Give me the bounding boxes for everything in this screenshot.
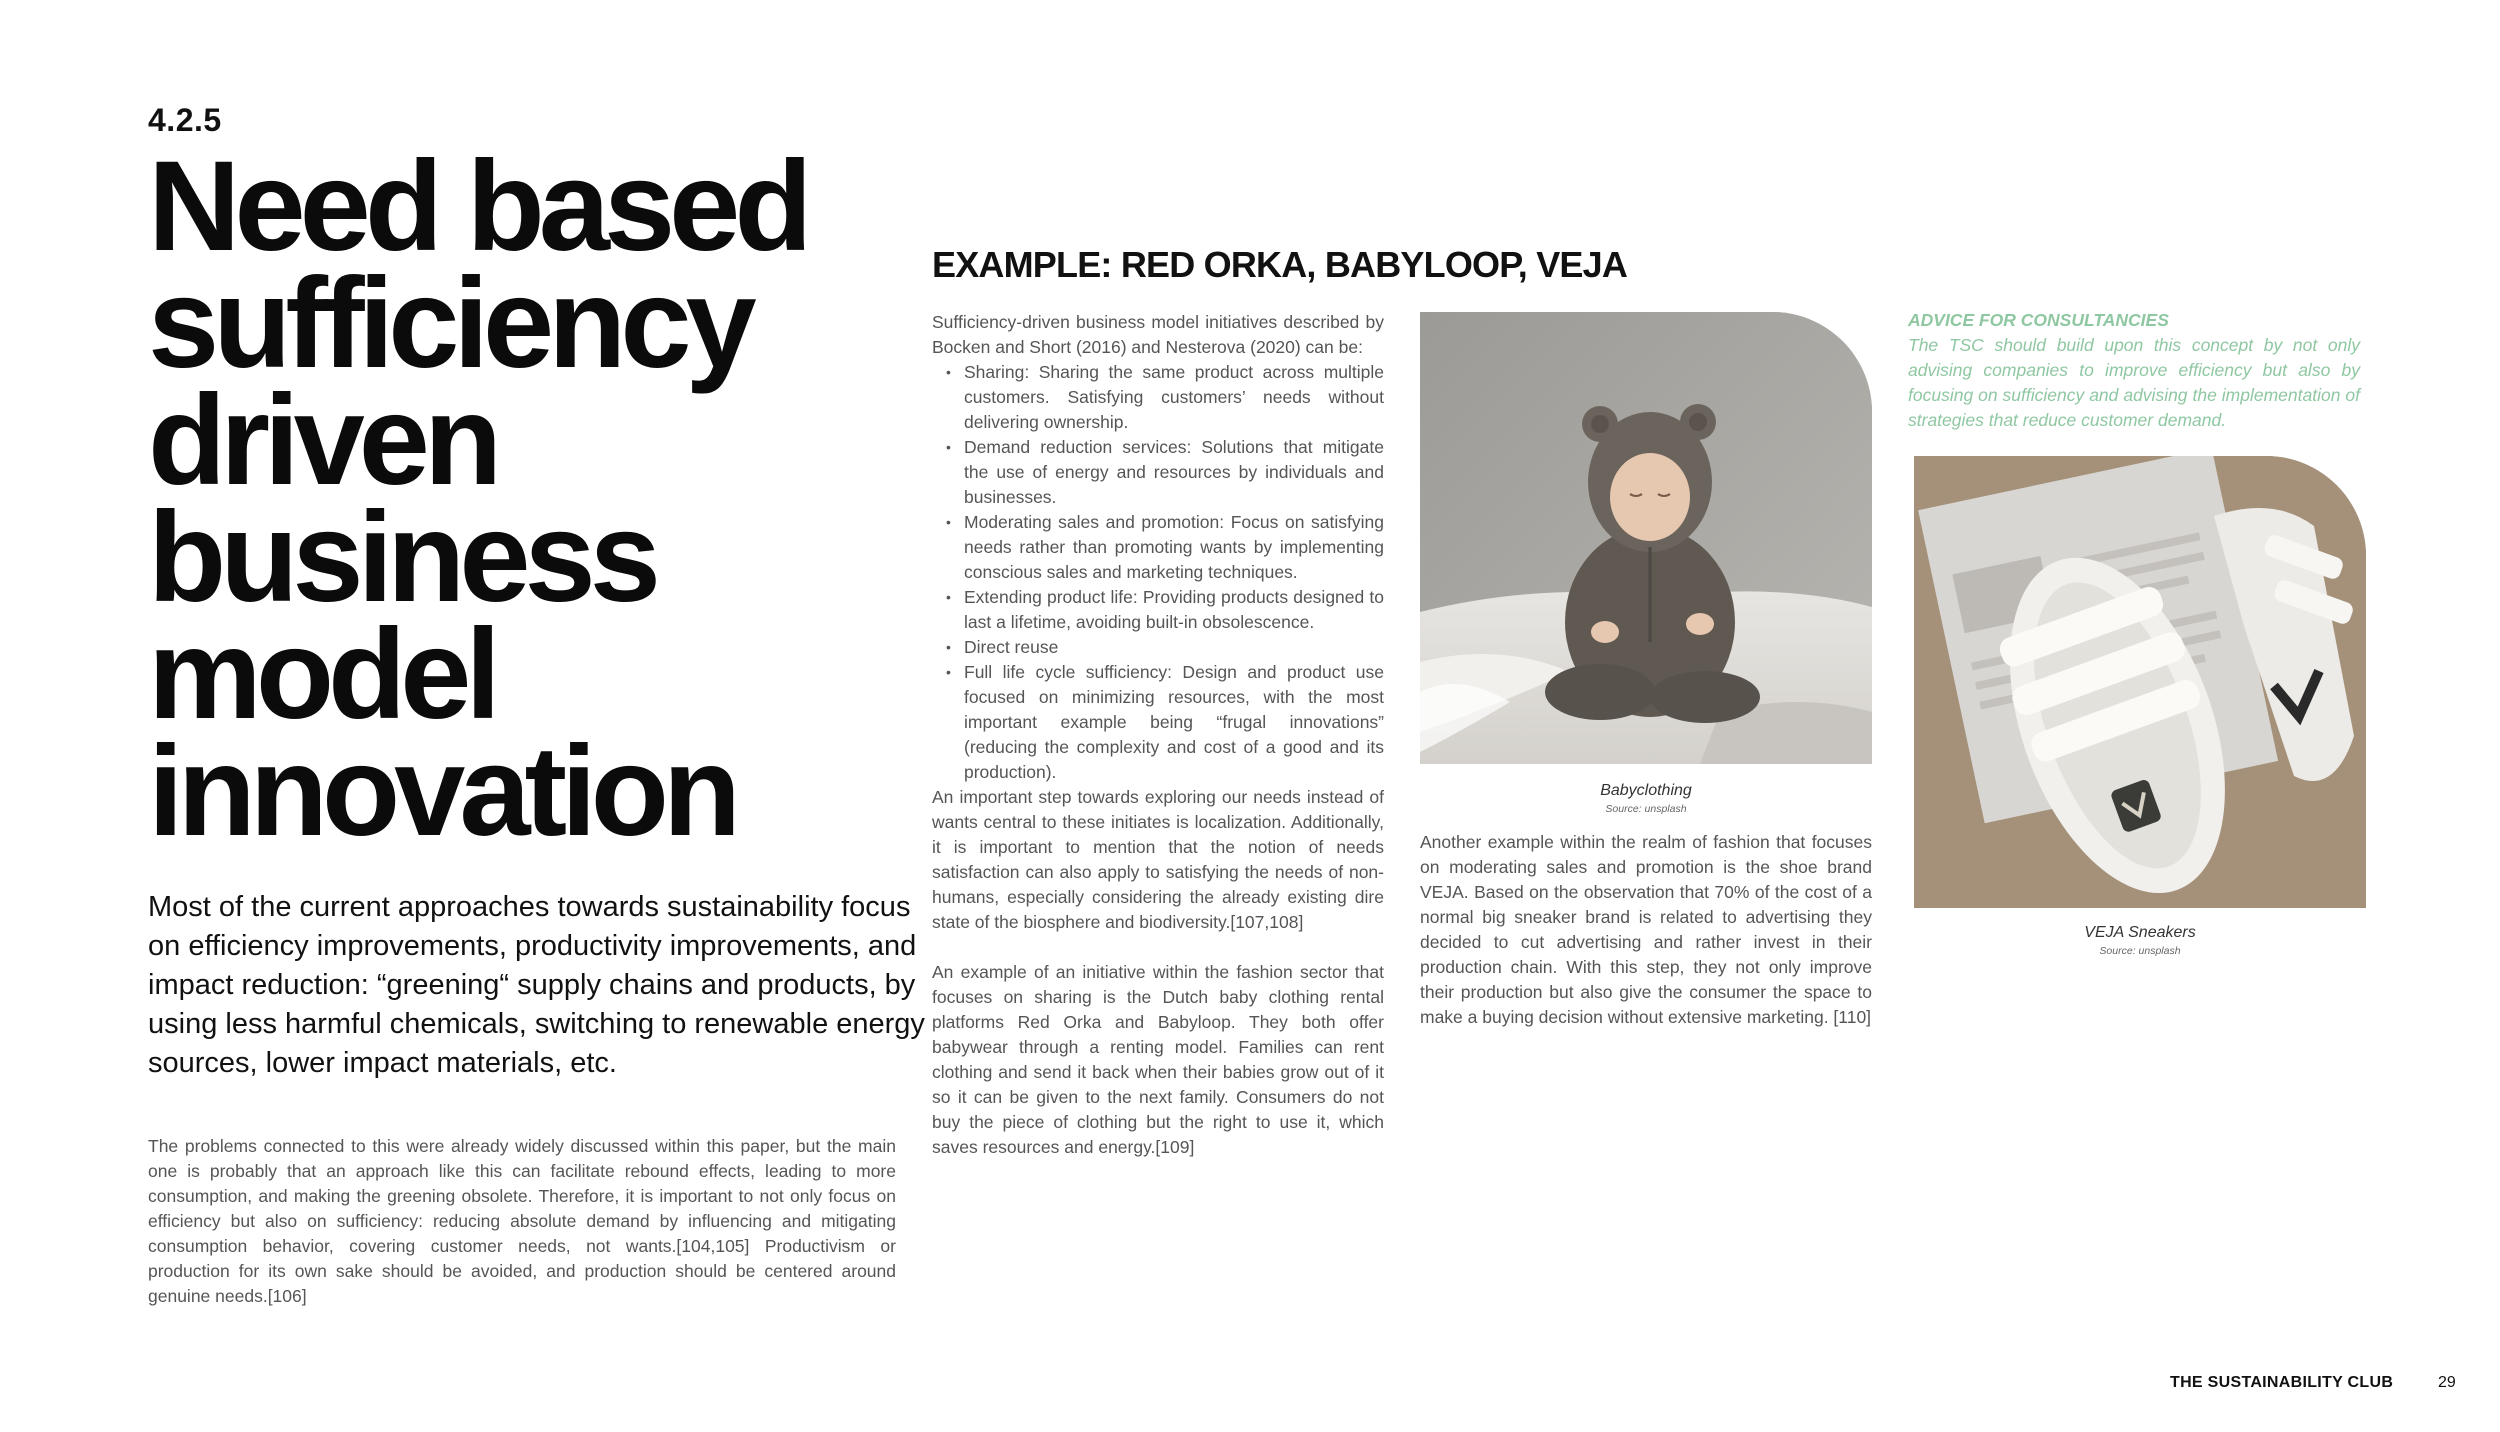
page-title bbox=[148, 135, 928, 863]
caption-title: VEJA Sneakers bbox=[2084, 924, 2196, 941]
list-item: • Direct reuse bbox=[964, 635, 1384, 660]
advice-box bbox=[1908, 308, 2360, 433]
baby-caption bbox=[1420, 782, 1872, 815]
caption-source: Source: unsplash bbox=[2099, 945, 2181, 957]
sneakers-illustration bbox=[1914, 456, 2366, 908]
caption-source: Source: unsplash bbox=[1605, 803, 1687, 815]
example-heading: EXAMPLE: RED ORKA, BABYLOOP, VEJA bbox=[932, 244, 1628, 285]
page-title-line: business bbox=[148, 486, 655, 629]
caption-title: Babyclothing bbox=[1600, 782, 1692, 799]
example-column bbox=[932, 310, 1384, 1160]
page-title-line: innovation bbox=[148, 720, 736, 863]
baby-photo bbox=[1420, 312, 1872, 764]
footer-brand: THE SUSTAINABILITY CLUB bbox=[2170, 1374, 2394, 1391]
veja-caption bbox=[1914, 924, 2366, 957]
section-number: 4.2.5 bbox=[148, 102, 222, 138]
page-title-line: driven bbox=[148, 369, 497, 512]
list-item: • Sharing: Sharing the same product across multiple customers. Satisfying customers’ needs without delivering ownership. bbox=[964, 360, 1384, 435]
body-paragraph: The problems connected to this were already widely discussed within this paper, but the main one is probably that an approach like this can facilitate rebound effects, leading to more consumption, and making the greening obsolete. Therefore, it is important to not only focus on efficiency but also on sufficiency: reducing absolute demand by influencing and mitigating consumption behavior, covering customer needs, not wants.[104,105] Productivism or production for its own sake should be avoided, and production should be centered around genuine needs.[106] bbox=[148, 1136, 896, 1306]
list-item: • Full life cycle sufficiency: Design and product use focused on minimizing resources, with the most important example being “frugal innovations” (reducing the complexity and cost of a good and its production). bbox=[964, 660, 1384, 785]
page-title-line: sufficiency bbox=[148, 252, 751, 395]
page-number: 29 bbox=[2438, 1374, 2456, 1391]
example-intro: Sufficiency-driven business model initiatives described by Bocken and Short (2016) and Nesterova (2020) can be: bbox=[932, 312, 1384, 357]
list-item: • Extending product life: Providing products designed to last a lifetime, avoiding built-in obsolescence. bbox=[964, 585, 1384, 635]
lead-paragraph: Most of the current approaches towards sustainability focus on efficiency improvements, productivity improvements, and impact reduction: “greening“ supply chains and products, by using less harmful chemicals, switching to renewable energy sources, lower impact materials, etc. bbox=[148, 891, 925, 1079]
advice-title: ADVICE FOR CONSULTANCIES bbox=[1908, 310, 2169, 330]
list-item: • Moderating sales and promotion: Focus on satisfying needs rather than promoting wants by implementing conscious sales and marketing techniques. bbox=[964, 510, 1384, 585]
page-title-line: Need based bbox=[148, 135, 807, 278]
list-item: • Demand reduction services: Solutions that mitigate the use of energy and resources by individuals and businesses. bbox=[964, 435, 1384, 510]
baby-illustration bbox=[1420, 312, 1872, 764]
page-title-line: model bbox=[148, 603, 495, 746]
sufficiency-list bbox=[932, 360, 1384, 785]
sharing-paragraph: An example of an initiative within the fashion sector that focuses on sharing is the Dutch baby clothing rental platforms Red Orka and Babyloop. They both offer babywear through a renting model. Families can rent clothing and send it back when their babies grow out of it so it can be given to the next family. Consumers do not buy the piece of clothing but the right to use it, which saves resources and energy.[109] bbox=[932, 962, 1384, 1157]
localization-paragraph: An important step towards exploring our needs instead of wants central to these initiates is localization. Additionally, it is important to mention that the notion of needs satisfaction can also apply to satisfying the needs of non-humans, especially considering the already existing dire state of the biosphere and biodiversity.[107,108] bbox=[932, 787, 1384, 932]
advice-text: The TSC should build upon this concept by not only advising companies to improve efficiency but also by focusing on sufficiency and advising the implementation of strategies that reduce customer demand. bbox=[1908, 335, 2360, 430]
veja-paragraph: Another example within the realm of fashion that focuses on moderating sales and promotion is the shoe brand VEJA. Based on the observation that 70% of the cost of a normal big sneaker brand is related to advertising they decided to cut advertising and rather invest in their production chain. With this step, they not only improve their production but also give the consumer the space to make a buying decision without extensive marketing. [110] bbox=[1420, 832, 1872, 1027]
veja-photo bbox=[1914, 456, 2366, 908]
